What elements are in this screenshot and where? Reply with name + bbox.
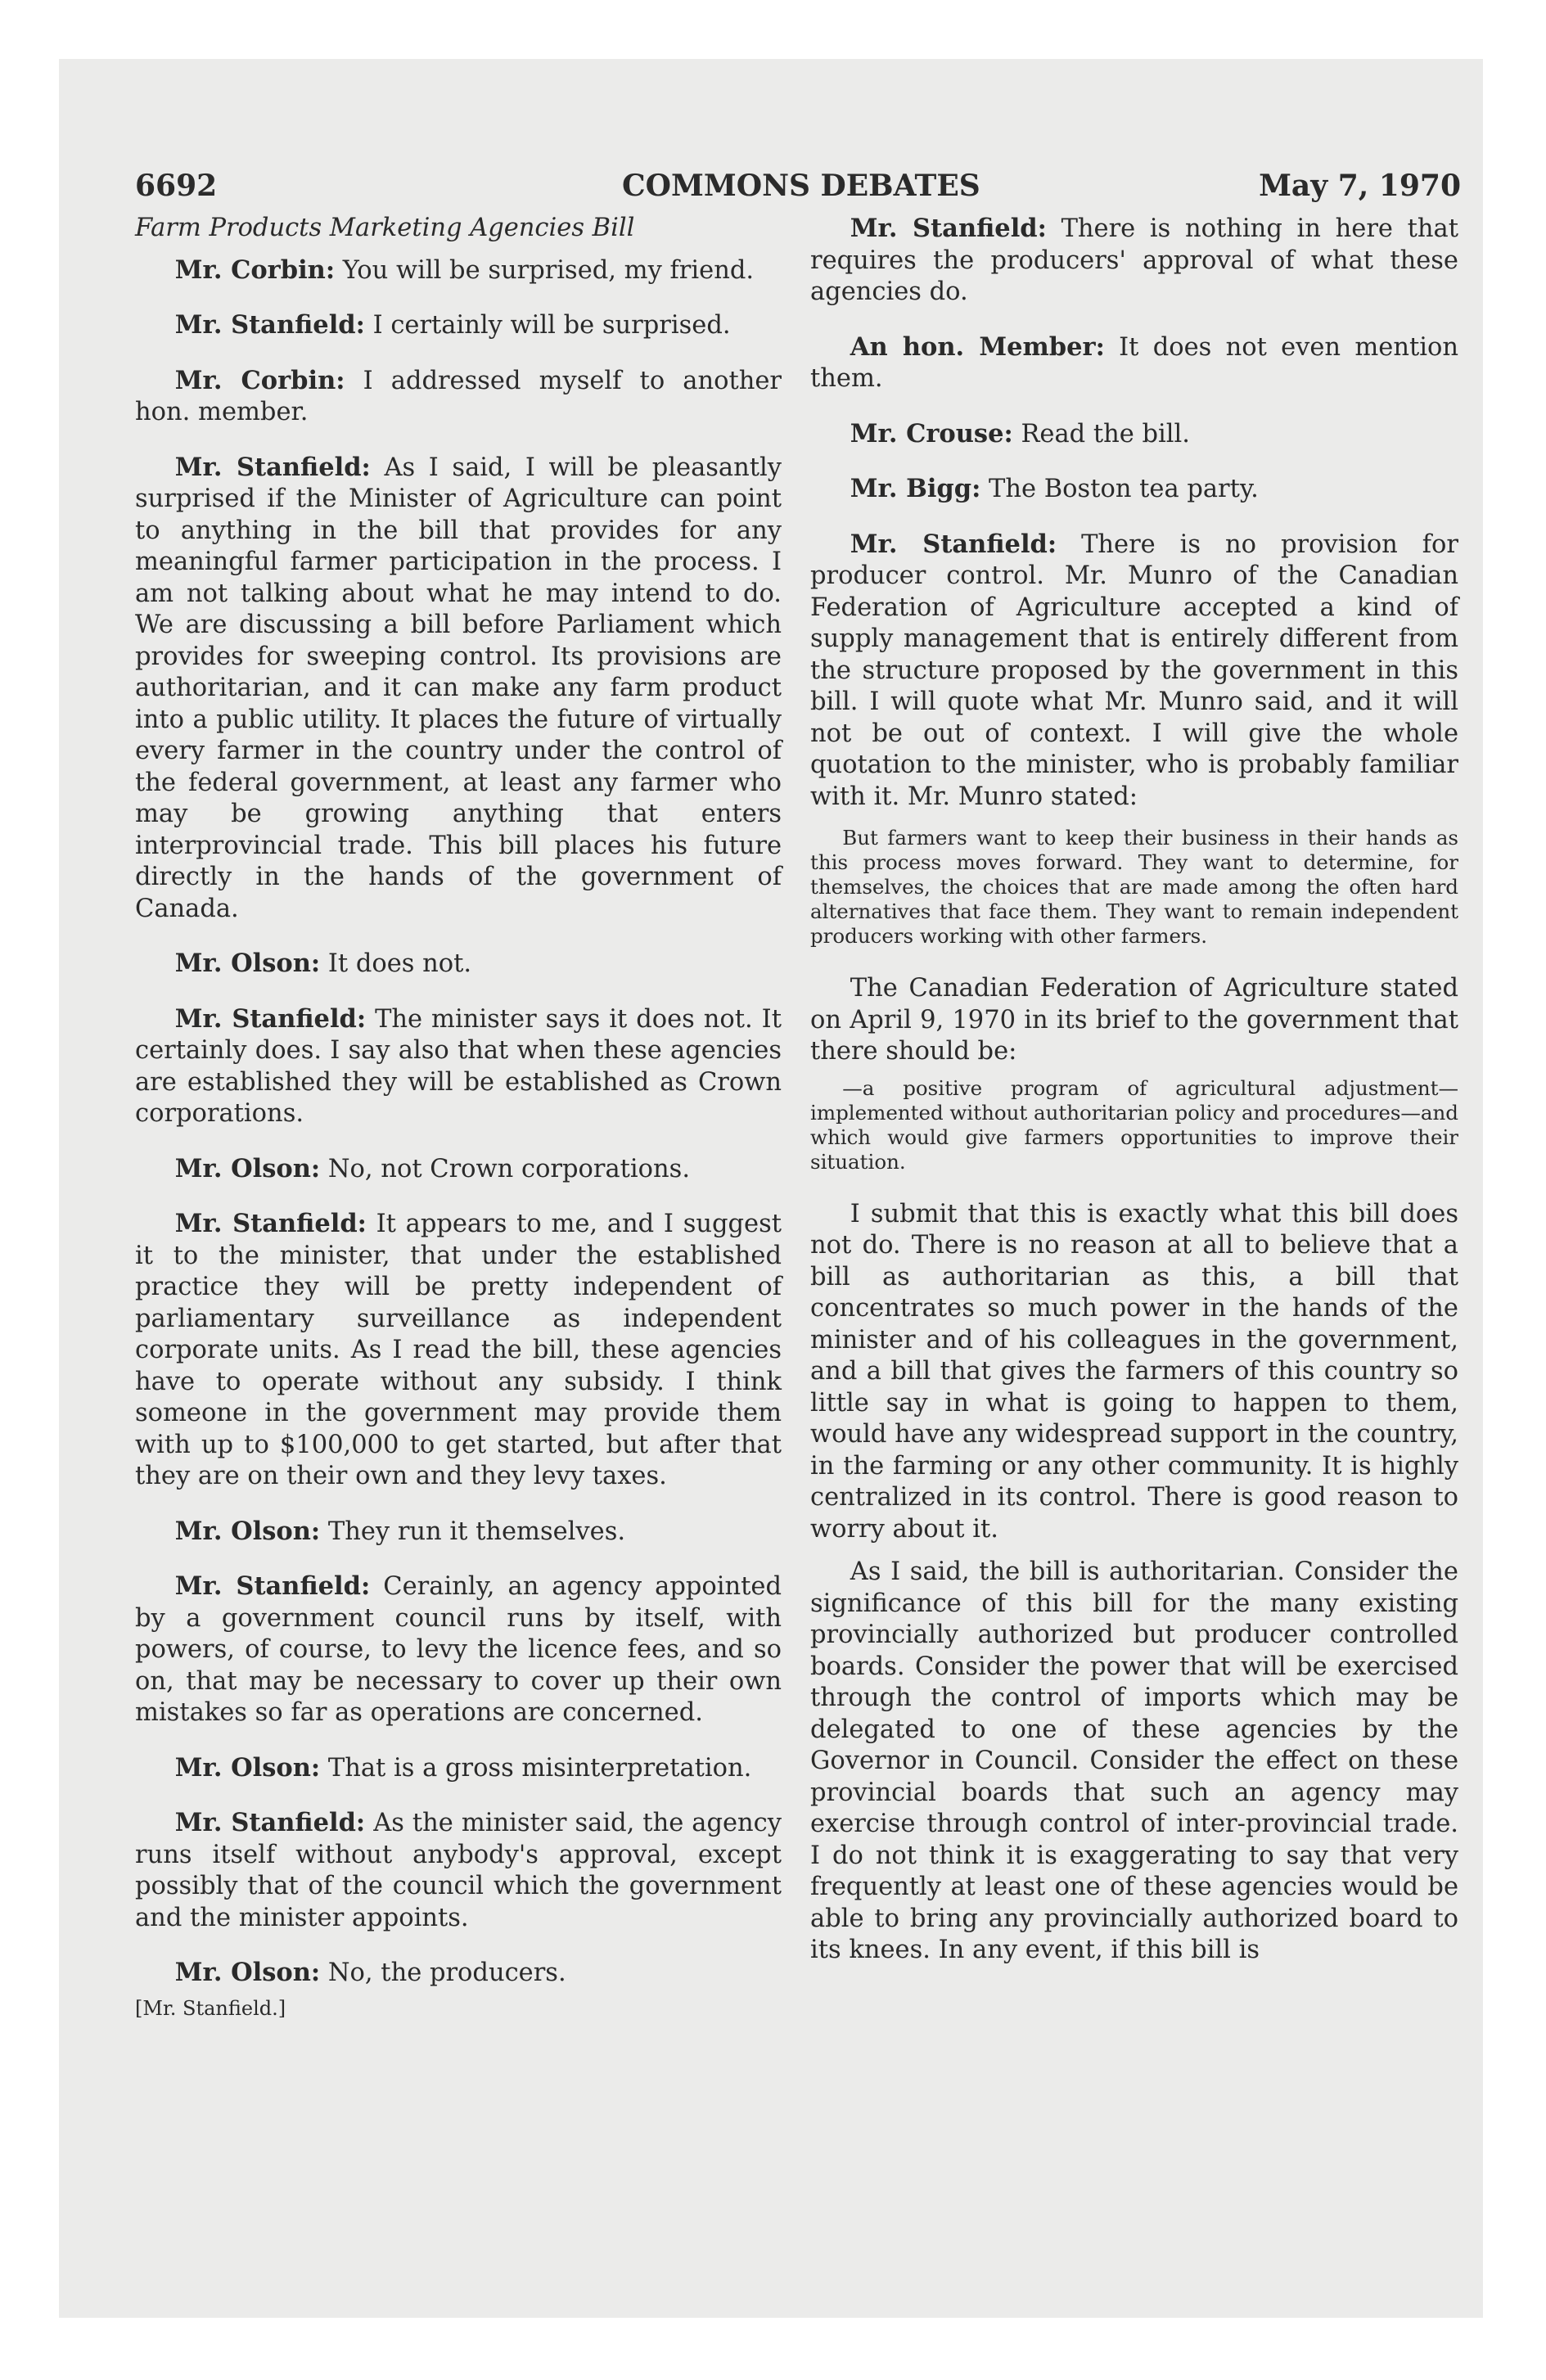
speech-paragraph [810,331,1458,395]
speech-paragraph [135,365,782,429]
body-paragraph: The Canadian Federation of Agriculture stated on April 9, 1970 in its brief to the government that there should be: [810,974,1458,1066]
publication-title: COMMONS DEBATES [622,169,980,203]
speech-paragraph [135,255,782,287]
speaker-name: An hon. Member: [850,331,1105,362]
speaker-name: Mr. Bigg: [850,474,981,503]
speaker-name: Mr. Olson: [174,1752,321,1783]
speech-text: Read the bill. [1012,419,1191,449]
speech-text: There is nothing in here that requires the producers' approval of what these agencies do. [810,214,1458,306]
speech-text: As I said, I will be pleasantly surprised if the Minister of Agriculture can point to anything in the bill that provides for any meaningful farmer participation in the process. I am not talking about what he may intend to do. We are discussing a bill before Parliament which provides for sweeping control. Its provisions are authoritarian, and it can make any farm product into a public utility. It places the future of virtually every farmer in the country under the control of the federal government, at least any farmer who may be growing anything that enters interprovincial trade. This bill places his future directly in the hands of the government of Canada. [135,453,782,923]
speech-paragraph [135,1208,782,1493]
speech-text: The Boston tea party. [980,475,1259,503]
speech-paragraph [135,309,782,342]
page-number: 6692 [135,169,218,203]
speaker-name: Mr. Olson: [174,1958,321,1987]
running-subtitle: Farm Products Marketing Agencies Bill [135,214,635,242]
speech-text: I addressed myself to another hon. member. [135,366,782,426]
speech-paragraph [135,1957,782,1990]
speaker-name: Mr. Stanfield: [174,452,371,482]
body-paragraph: As I said, the bill is authoritarian. Consider the significance of this bill for the many existing provincially authorized but producer controlled boards. Consider the power that will be exercised through the control of imports which may be delegated to one of these agencies by the Governor in Council. Consider the effect on these provincial boards that such an agency may exercise through control of inter-provincial trade. I do not think it is exaggerating to say that very frequently at least one of these agencies would be able to bring any provincially authorized board to its knees. In any event, if this bill is [810,1557,1458,1964]
speech-text: It does not even mention them. [810,332,1458,393]
speech-text: It appears to me, and I suggest it to the minister, that under the established practice they will be pretty independent of parliamentary surveillance as independent corporate units. As I read the bill, these agencies have to operate without any subsidy. I think someone in the government may provide them with up to $100,000 to get started, but after that they are on their own and they levy taxes. [135,1210,782,1490]
speaker-name: Mr. Stanfield: [850,214,1047,243]
speech-paragraph [135,1153,782,1186]
speech-paragraph [135,1752,782,1785]
left-column [135,213,782,2021]
speech-text: I certainly will be surprised. [364,311,731,340]
speech-paragraph [135,1003,782,1130]
speech-paragraph [135,948,782,980]
speaker-name: Mr. Stanfield: [174,310,365,340]
block-quote: But farmers want to keep their business in their hands as this process moves forward. They want to determine, for themselves, the choices that are made among the often hard alternatives that face them. They want to remain independent producers working with other farmers. [810,826,1458,948]
speech-text: That is a gross misinterpretation. [320,1753,752,1783]
speaker-name: Mr. Stanfield: [174,1571,371,1601]
speaker-name: Mr. Corbin: [174,255,336,285]
speaker-name: Mr. Corbin: [174,365,345,395]
speaker-name: Mr. Olson: [174,1516,321,1546]
block-quote: —a positive program of agricultural adjustment—implemented without authoritarian policy and procedures—and which would give farmers opportunities to improve their situation. [810,1075,1458,1174]
speaker-name: Mr. Stanfield: [850,529,1057,559]
right-column [810,213,1458,1990]
speech-paragraph [810,213,1458,309]
speech-text: They run it themselves. [320,1517,626,1546]
speech-text: Cerainly, an agency appointed by a government council runs by itself, with powers, of course, to levy the licence fees, and so on, that may be necessary to cover up their own mistakes so far as operations are concerned. [135,1572,782,1727]
speech-text: The minister says it does not. It certainly does. I say also that when these agencies are established they will be established as Crown corporations. [135,1004,782,1128]
speech-paragraph [135,1571,782,1729]
speech-text: You will be surprised, my friend. [335,255,755,285]
speech-paragraph [810,418,1458,451]
speech-text: It does not. [320,949,472,978]
speech-paragraph [810,473,1458,506]
speech-text: No, the producers. [320,1959,566,1987]
speaker-name: Mr. Stanfield: [174,1808,366,1837]
speech-text: As the minister said, the agency runs itself without anybody's approval, except possibly that of the council which the government and the minister appoints. [135,1809,782,1932]
speech-text: No, not Crown corporations. [320,1154,691,1183]
page-header [135,169,1461,210]
speaker-name: Mr. Olson: [174,1153,321,1183]
publication-date: May 7, 1970 [1259,169,1461,203]
speech-text: There is no provision for producer control. Mr. Munro of the Canadian Federation of Agriculture accepted a kind of supply management that is entirely different from the structure proposed by the government in this bill. I will quote what Mr. Munro said, and it will not be out of context. I will give the whole quotation to the minister, who is probably familiar with it. Mr. Munro stated: [810,530,1458,811]
body-paragraph: I submit that this is exactly what this bill does not do. There is no reason at all to believe that a bill as authoritarian as this, a bill that concentrates so much power in the hands of the minister and of his colleagues in the government, and a bill that gives the farmers of this country so little say in what is going to happen to them, would have any widespread support in the country, in the farming or any other community. It is highly centralized in its control. There is good reason to worry about it. [810,1199,1458,1544]
speech-paragraph [135,452,782,926]
speech-paragraph [810,529,1458,814]
speech-paragraph [135,1516,782,1548]
speaker-name: Mr. Stanfield: [174,1209,367,1238]
speech-paragraph [135,1807,782,1934]
speaker-name: Mr. Stanfield: [174,1003,367,1034]
speaker-name: Mr. Crouse: [850,418,1013,449]
speaker-name: Mr. Olson: [174,949,321,978]
speaker-footnote: [Mr. Stanfield.] [135,1996,286,2020]
